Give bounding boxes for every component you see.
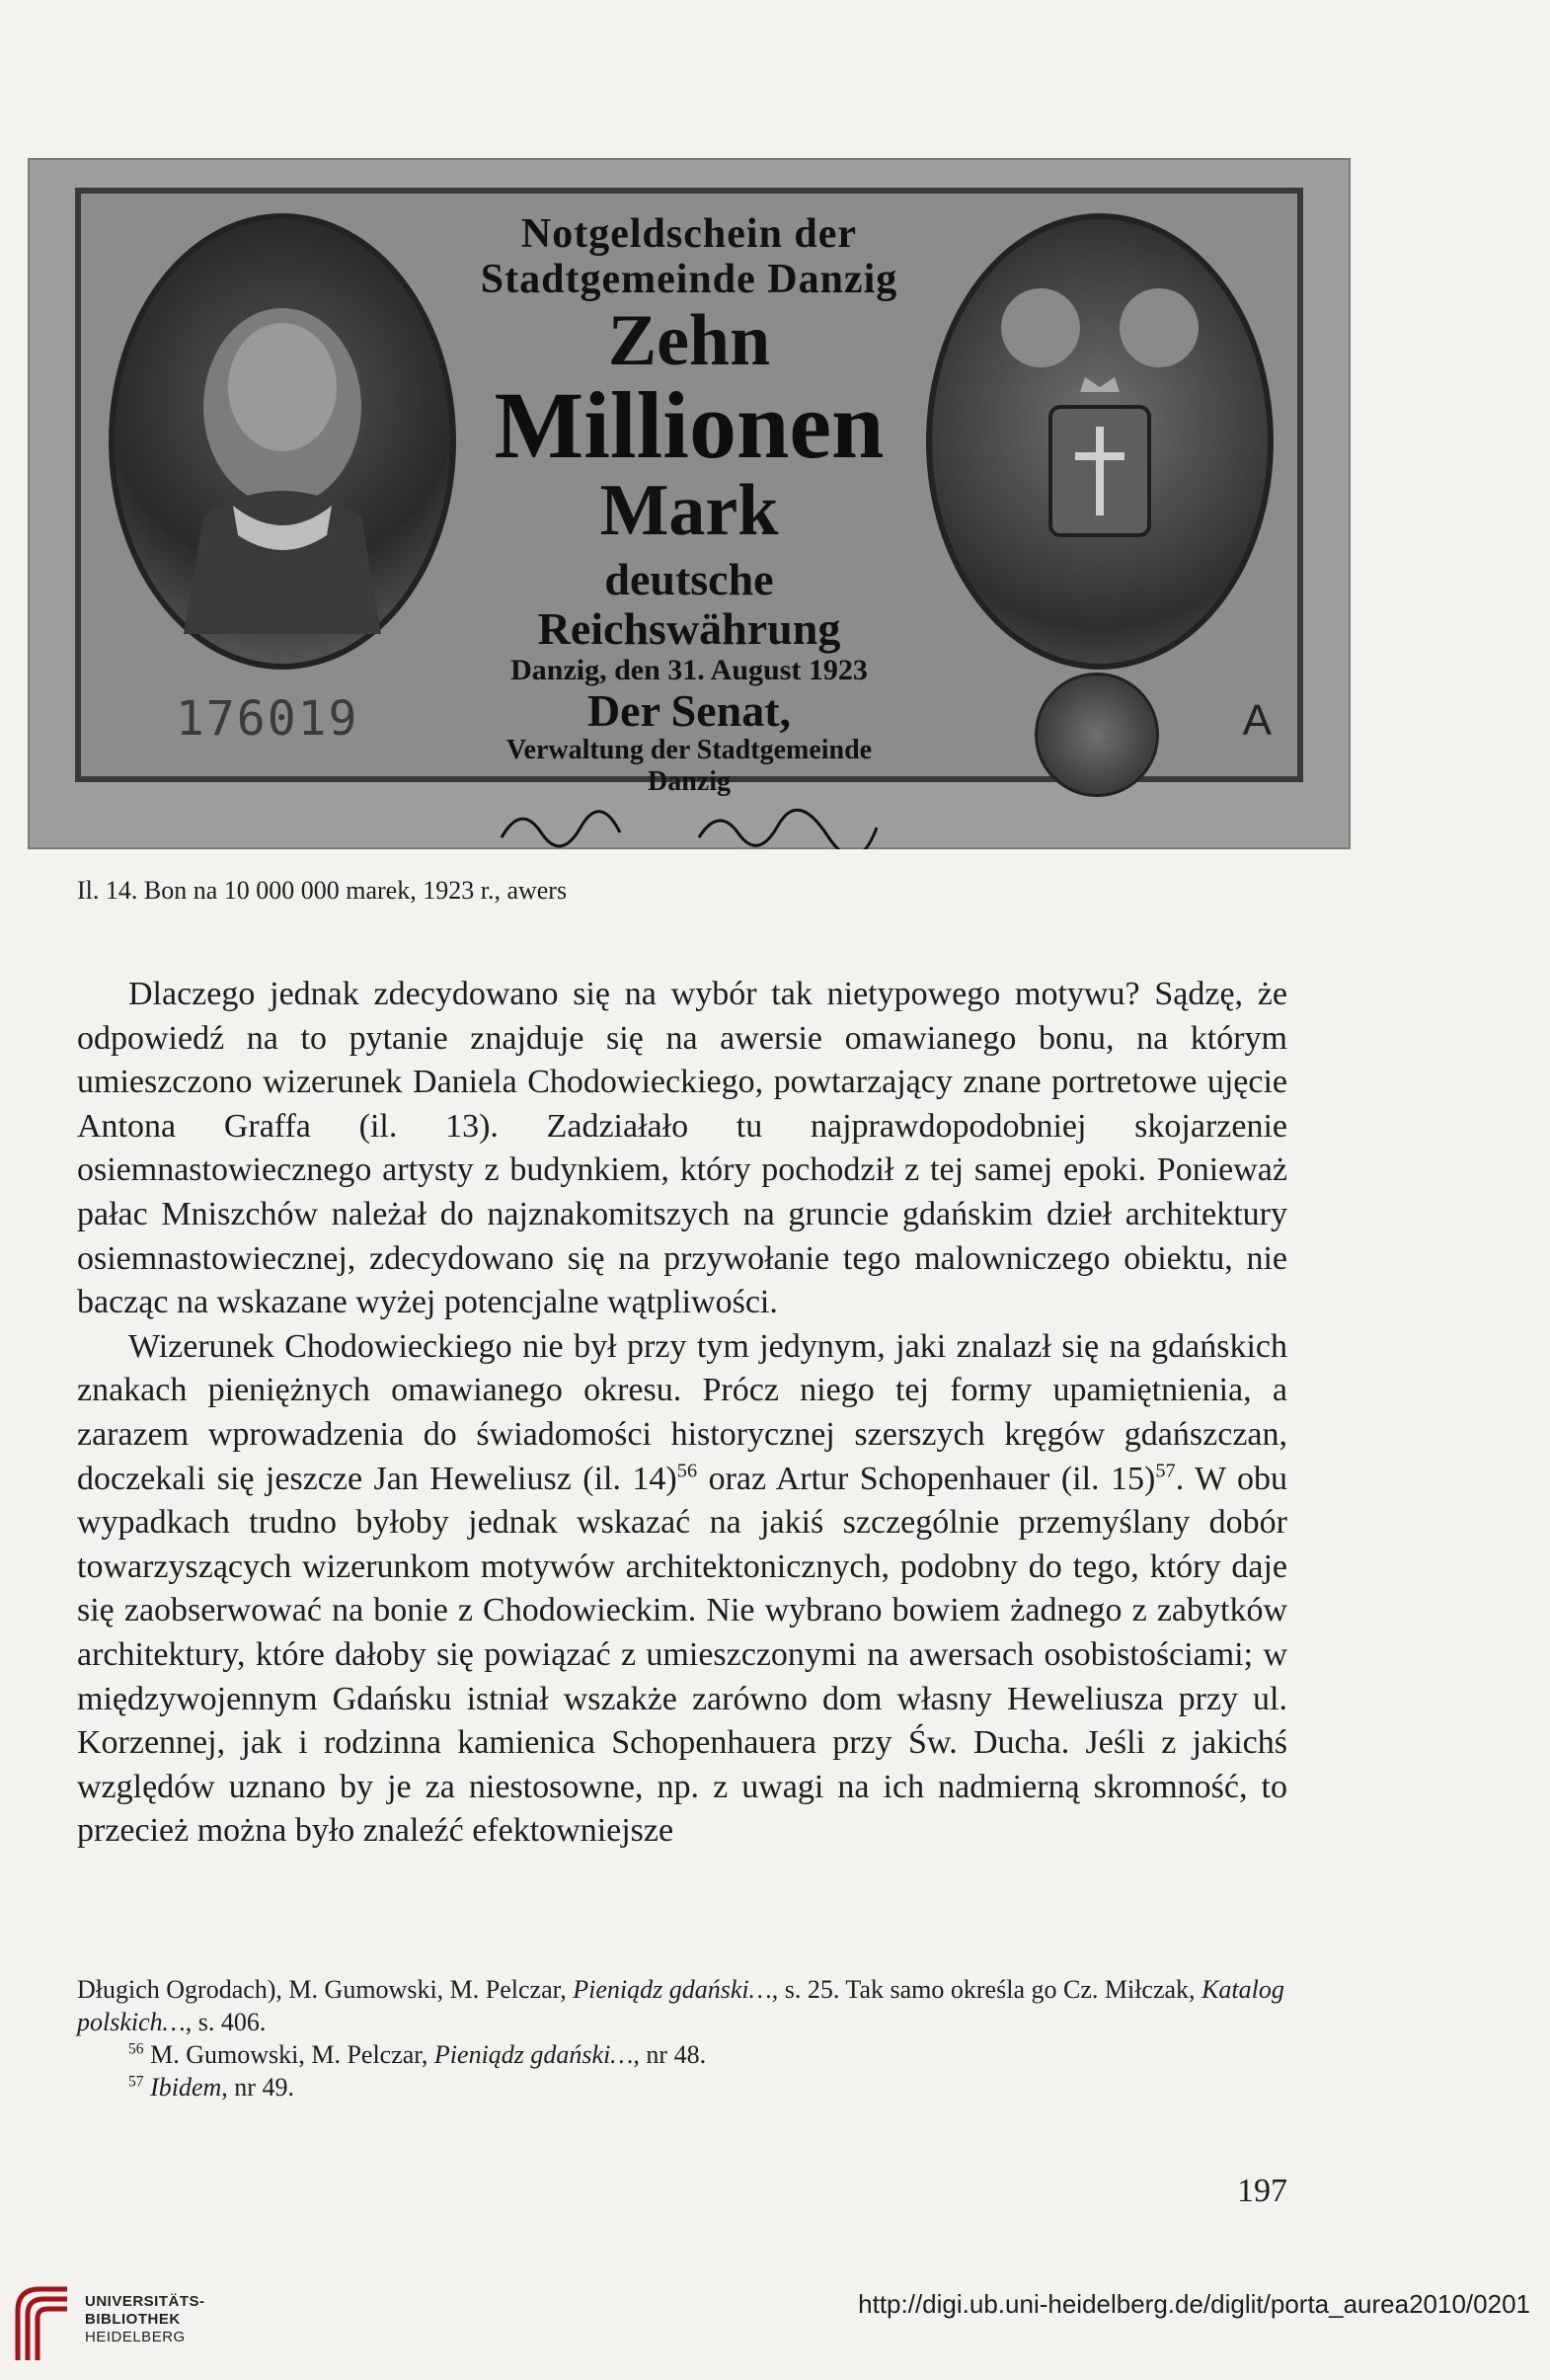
footnote-57-text-b: , nr 49.	[221, 2073, 294, 2102]
banknote-date-line: Danzig, den 31. August 1923	[510, 654, 868, 686]
footnote-57-number: 57	[128, 2073, 144, 2091]
banknote-seal	[1035, 673, 1159, 797]
banknote-series-letter: A	[1242, 696, 1272, 745]
footnote-cont-text-a: Długich Ogrodach), M. Gumowski, M. Pelczar,	[77, 1975, 574, 2004]
logo-line-1: UNIVERSITÄTS-	[85, 2293, 205, 2310]
banknote-serial-number: 176019	[176, 691, 359, 747]
banknote-title-line1: Notgeldschein der	[520, 211, 858, 257]
footnote-56	[77, 2038, 1287, 2071]
banknote-image	[28, 158, 1351, 849]
banknote-denomination-word2: Millionen	[494, 372, 885, 478]
footnote-56-title: Pieniądz gdański…	[433, 2040, 634, 2069]
coat-of-arms-illustration	[932, 219, 1268, 664]
banknote-issuer: Der Senat,	[586, 685, 792, 736]
paragraph-1: Dlaczego jednak zdecydowano się na wybór tak nietypowego motywu? Sądzę, że odpowiedź na to pytanie znajduje się na awersie omawianego bonu, na którym umieszczono wizerunek Daniela Chodowieckiego, powtarzający znane portretowe ujęcie Antona Graffa (il. 13). Zadziałało tu najprawdopodobniej skojarzenie osiemnastowiecznego artysty z budynkiem, który pochodził z tej samej epoki. Ponieważ pałac Mniszchów należał do najznakomitszych na gruncie gdańskim dzieł architektury osiemnastowiecznej, zdecydowano się na przywołanie tego malowniczego obiektu, nie bacząc na wskazane wyżej potencjalne wątpliwości.	[77, 976, 1287, 1321]
banknote-currency-line: deutsche Reichswährung	[537, 554, 841, 654]
logo-line-2: BIBLIOTHEK	[85, 2311, 181, 2328]
page-number: 197	[1237, 2173, 1287, 2209]
footnote-cont-text-b: , s. 25. Tak samo określa go Cz. Miłczak,	[771, 1975, 1202, 2004]
footnote-56-text-a: M. Gumowski, M. Pelczar,	[143, 2040, 434, 2069]
footnotes	[77, 1973, 1287, 2103]
library-logo-text	[85, 2293, 205, 2346]
footnote-56-number: 56	[128, 2040, 144, 2058]
banknote-issuer-sub: Verwaltung der Stadtgemeinde Danzig	[505, 735, 873, 797]
footnote-continuation	[77, 1973, 1287, 2038]
paragraph-2-part-c: . W obu wypadkach trudno byłoby jednak wskazać na jakiś szczególnie przemyślany dobór towarzyszących wizerunkom motywów architektonicznych, podobny do tego, który daje się zaobserwować na bonie z Chodowieckim. Nie wybrano bowiem żadnego z zabytków architektury, które dałoby się powiązać z umieszczonymi na awersach osobistościami; w międzywojennym Gdańsku istniał wszakże zarówno dom własny Heweliusza przy ul. Korzennej, jak i rodzinna kamienica Schopenhauera przy Św. Ducha. Jeśli z jakichś względów uznano by je za niestosowne, np. z uwagi na ich nadmierną skromność, to przecież można było znaleźć efektowniejsze	[77, 1460, 1287, 1850]
footnote-56-text-b: , nr 48.	[633, 2040, 707, 2069]
logo-line-3: HEIDELBERG	[85, 2329, 186, 2345]
banknote-signatures	[482, 798, 896, 849]
footnote-cont-title: Pieniądz gdański…	[573, 1975, 772, 2004]
banknote-denomination-word3: Mark	[599, 470, 779, 551]
footnote-57	[77, 2071, 1287, 2103]
library-logo-icon	[10, 2281, 73, 2364]
paragraph-2-part-a: Wizerunek Chodowieckiego nie był przy tym jedynym, jaki znalazł się na gdańskich znakach pieniężnych omawianego okresu. Prócz niego tej formy upamiętnienia, a zarazem wprowadzenia do świadomości historycznej szerszych kręgów gdańszczan, doczekali się jeszcze Jan Heweliusz (il. 14)	[77, 1327, 1287, 1497]
footnote-ref-56[interactable]: 56	[676, 1460, 698, 1482]
footnote-cont-title2: Katalog polskich…	[77, 1975, 1284, 2036]
portrait-medallion	[109, 213, 456, 670]
source-url-link[interactable]: http://digi.ub.uni-heidelberg.de/diglit/porta_aurea2010/0201	[858, 2289, 1530, 2319]
banknote-title-line2: Stadtgemeinde Danzig	[480, 257, 898, 302]
paragraph-2	[77, 1325, 1287, 1854]
banknote-inscription	[466, 211, 912, 849]
body-text	[77, 973, 1287, 1854]
paragraph-2-part-b: oraz Artur Schopenhauer (il. 15)	[697, 1460, 1156, 1497]
footnote-ref-57[interactable]: 57	[1155, 1460, 1176, 1482]
coat-of-arms-medallion	[926, 213, 1274, 670]
portrait-illustration	[115, 219, 450, 664]
figure-caption: Il. 14. Bon na 10 000 000 marek, 1923 r., awers	[77, 876, 568, 905]
library-logo[interactable]	[10, 2277, 316, 2366]
footnote-cont-text-c: , s. 406.	[185, 2008, 267, 2036]
footnote-57-title: Ibidem	[143, 2073, 222, 2102]
banknote-denomination-word1: Zehn	[607, 300, 771, 381]
